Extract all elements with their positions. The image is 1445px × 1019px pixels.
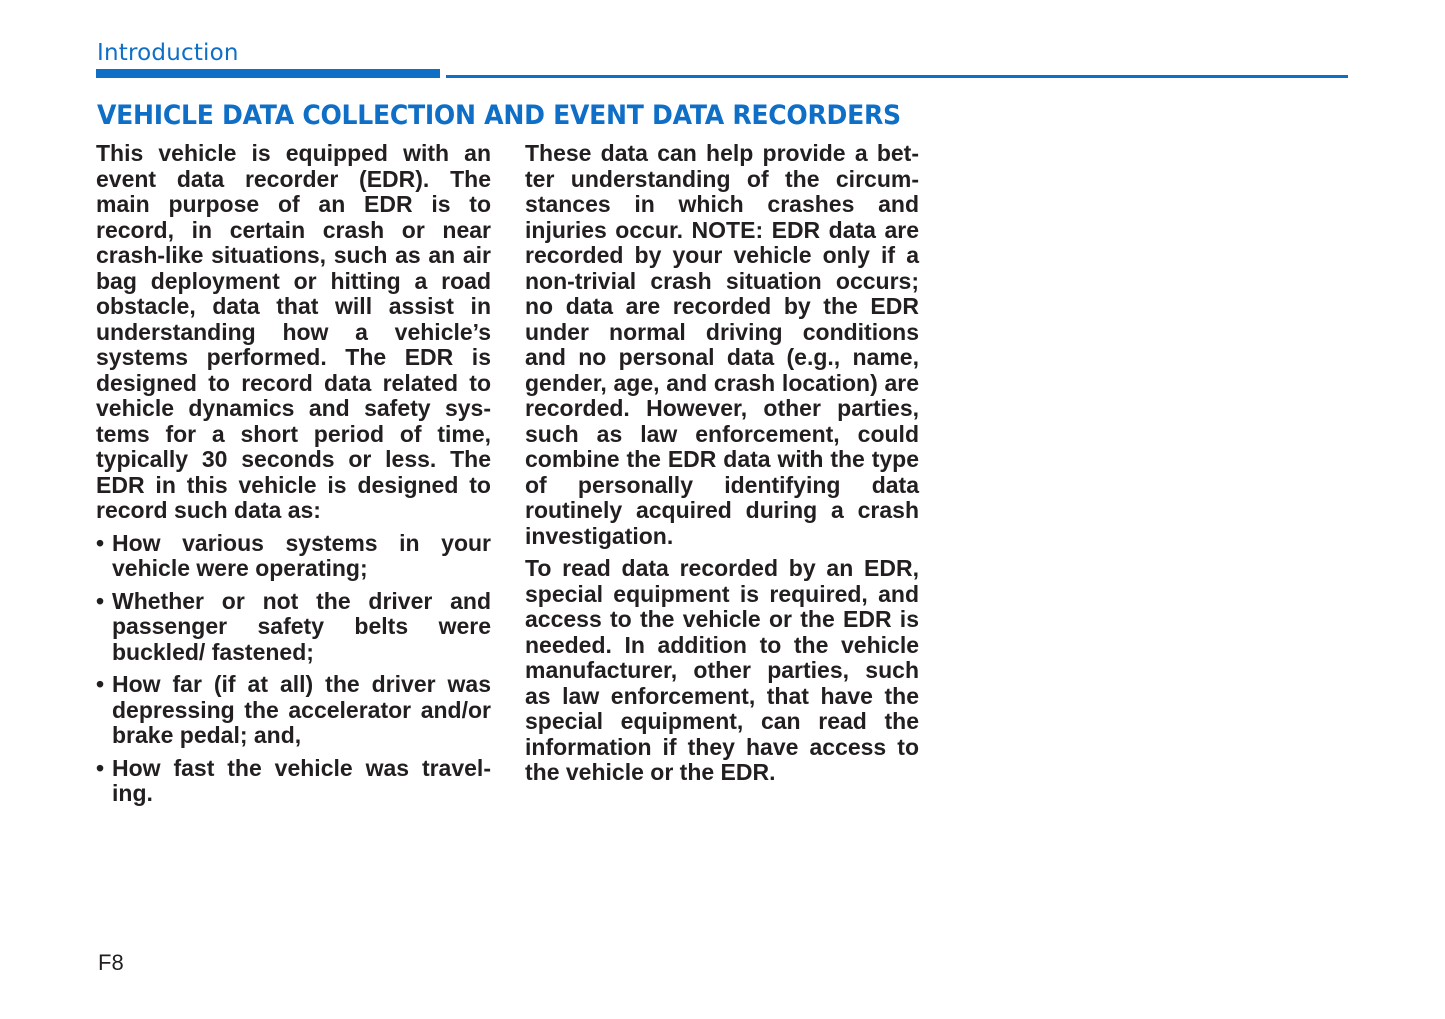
body-paragraph: To read data recorded by an EDR, special equipment is required, and access to the vehicle or the EDR is needed. In addition to the vehicle manufacturer, other parties, such as law enforcement, that have the special equipment, can read the information if they have access to the vehicle or the EDR.	[525, 555, 919, 785]
header-rule-thick	[96, 69, 440, 78]
bullet-icon: •	[96, 587, 105, 614]
left-column	[96, 141, 491, 814]
list-item	[96, 589, 491, 666]
list-item	[96, 672, 491, 749]
right-column	[525, 141, 919, 793]
page-title: VEHICLE DATA COLLECTION AND EVENT DATA RECORDERS	[97, 100, 901, 131]
section-label: Introduction	[97, 40, 239, 66]
bullet-icon: •	[96, 671, 105, 697]
list-item-text: Whether or not the driver and passenger safety belts were buckled/ fastened;	[112, 587, 491, 665]
list-item-text: How fast the vehicle was traveling.	[112, 754, 491, 806]
bullet-icon: •	[96, 529, 105, 556]
list-item	[96, 756, 491, 807]
bullet-icon: •	[96, 754, 105, 781]
recorded-data-list	[96, 531, 491, 807]
header-rule-thin	[446, 75, 1348, 78]
list-item-text: How various systems in your vehicle were operating;	[112, 529, 491, 581]
list-item	[96, 531, 491, 582]
page-number: F8	[98, 950, 124, 975]
list-item-text: How far (if at all) the driver was depressing the accelerator and/or brake pedal; and,	[112, 671, 491, 748]
body-paragraph: These data can help provide a better understanding of the circumstances in which crashes and injuries occur. NOTE: EDR data are recorded by your vehicle only if a non-trivial crash situation occurs; no data are recorded by the EDR under normal driving conditions and no personal data (e.g., name, gender, age, and crash location) are recorded. However, other parties, such as law enforcement, could combine the EDR data with the type of personally identifying data routinely acquired during a crash investigation.	[525, 140, 919, 549]
intro-paragraph: This vehicle is equipped with an event data recorder (EDR). The main purpose of an EDR is to record, in certain crash or near crash-like situations, such as an air bag deployment or hitting a road obstacle, data that will assist in understanding how a vehicle’s systems performed. The EDR is designed to record data related to vehicle dynamics and safety systems for a short period of time, typically 30 seconds or less. The EDR in this vehicle is designed to record such data as:	[96, 140, 491, 523]
